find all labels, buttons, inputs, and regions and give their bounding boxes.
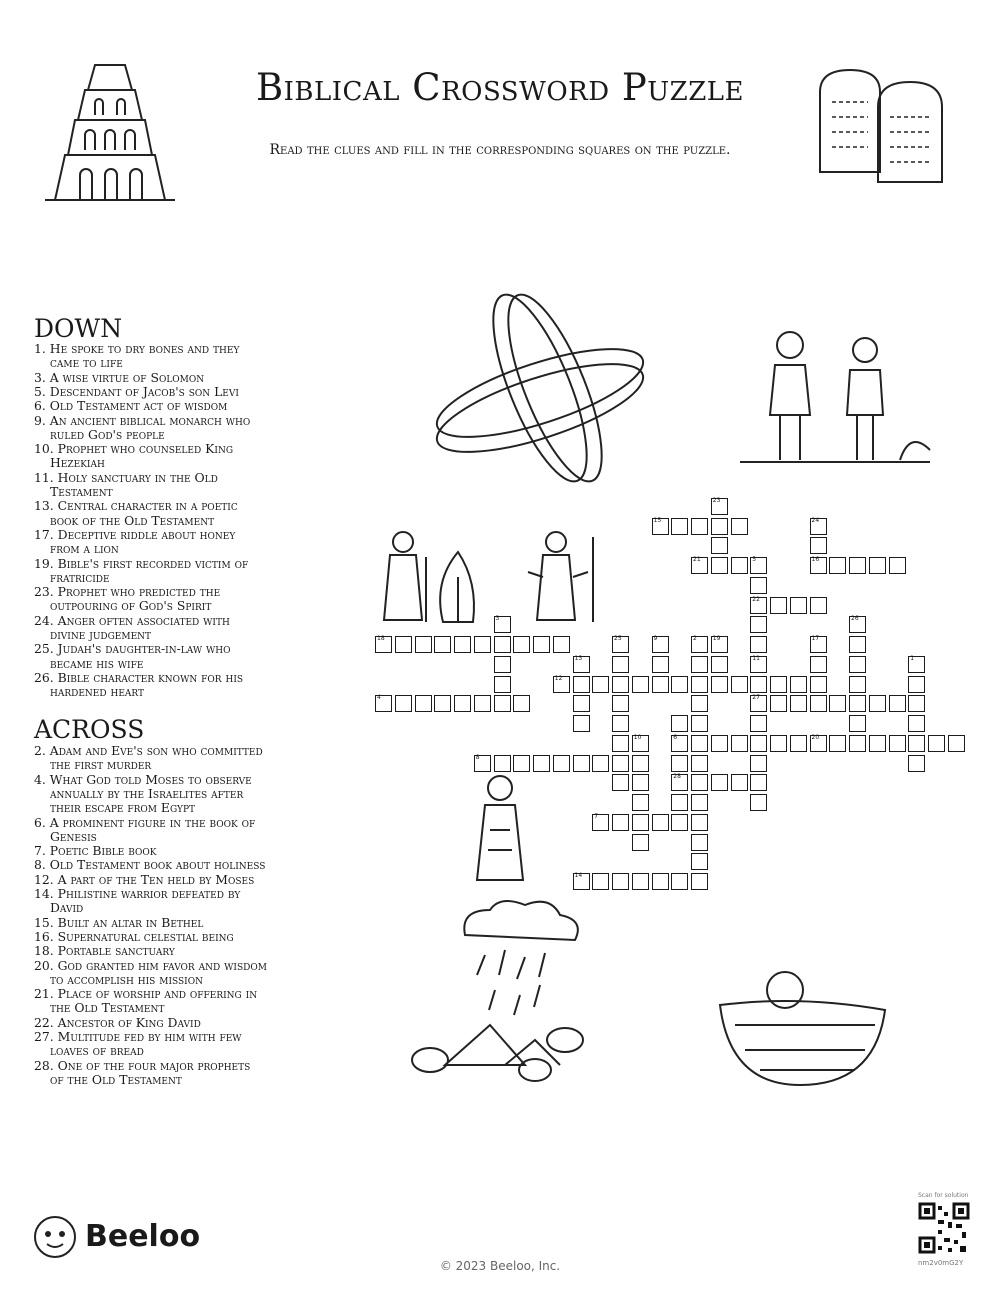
grid-cell[interactable] (711, 518, 728, 535)
grid-cell[interactable] (494, 755, 511, 772)
grid-cell[interactable] (573, 755, 590, 772)
grid-cell[interactable] (849, 735, 866, 752)
grid-cell[interactable] (691, 715, 708, 732)
clue-text: 27. Multitude fed by him with few (34, 1029, 242, 1044)
grid-cell[interactable] (573, 676, 590, 693)
copyright: © 2023 Beeloo, Inc. (439, 1259, 561, 1273)
across-clue (34, 858, 324, 872)
clue-text-continued: David (50, 900, 84, 916)
across-clue (34, 1030, 324, 1059)
clue-text: 7. Poetic Bible book (34, 843, 157, 859)
clue-text-continued: Testament (50, 483, 113, 499)
grid-cell[interactable] (494, 656, 511, 673)
grid-cell[interactable] (711, 676, 728, 693)
across-clue (34, 816, 324, 845)
across-clue (34, 773, 324, 816)
grid-cell[interactable] (750, 735, 767, 752)
clue-text: 10. Prophet who counseled King (34, 441, 234, 457)
grid-cell[interactable] (810, 695, 827, 712)
clue-text: 16. Supernatural celestial being (34, 928, 234, 944)
ten-commandments-tablets-illustration (810, 62, 960, 187)
grid-cell[interactable] (750, 715, 767, 732)
across-clue (34, 944, 324, 958)
clue-text-continued: fratricide (50, 569, 110, 585)
clue-text: 22. Ancestor of King David (34, 1014, 201, 1030)
grid-cell[interactable] (395, 695, 412, 712)
across-clue (34, 959, 324, 988)
grid-cell[interactable] (395, 636, 412, 653)
down-clue (34, 614, 324, 643)
across-clue (34, 1016, 324, 1030)
grid-cell[interactable] (671, 755, 688, 772)
grid-cell[interactable] (731, 557, 748, 574)
grid-cell[interactable] (849, 695, 866, 712)
across-clue (34, 987, 324, 1016)
grid-cell[interactable] (928, 735, 945, 752)
grid-cell[interactable] (869, 557, 886, 574)
cell-number: 3 (495, 615, 500, 623)
clue-text: 25. Judah's daughter-in-law who (34, 641, 231, 657)
cell-number: 9 (653, 635, 658, 642)
clue-text-continued: loaves of bread (50, 1043, 144, 1059)
grid-cell[interactable] (908, 735, 925, 752)
down-clue (34, 642, 324, 671)
grid-cell[interactable] (770, 676, 787, 693)
grid-cell[interactable] (829, 735, 846, 752)
down-clue (34, 528, 324, 557)
grid-cell[interactable] (691, 853, 708, 870)
grid-cell[interactable] (869, 695, 886, 712)
down-clue (34, 371, 324, 385)
grid-cell[interactable] (691, 676, 708, 693)
cell-number: 20 (811, 733, 820, 741)
grid-cell[interactable] (691, 735, 708, 752)
clue-text-continued: divine judgement (50, 626, 152, 642)
clue-text: 15. Built an altar in Bethel (34, 914, 204, 930)
clue-text-continued: came to life (50, 355, 123, 371)
cell-number: 21 (693, 556, 701, 563)
tower-of-babel-illustration (40, 55, 180, 205)
grid-cell[interactable] (711, 656, 728, 673)
cell-number: 22 (752, 595, 760, 603)
clue-text: 26. Bible character known for his (34, 669, 244, 685)
grid-cell[interactable] (494, 695, 511, 712)
grid-cell[interactable] (889, 735, 906, 752)
grid-cell[interactable] (691, 873, 708, 890)
clue-text: 5. Descendant of Jacob's son Levi (34, 383, 239, 399)
grid-cell[interactable] (849, 656, 866, 673)
grid-cell[interactable] (711, 735, 728, 752)
grid-cell[interactable] (750, 636, 767, 653)
grid-cell[interactable] (810, 597, 827, 614)
moses-burning-bush-illustration (378, 527, 618, 627)
grid-cell[interactable] (474, 695, 491, 712)
grid-cell[interactable] (908, 755, 925, 772)
clue-text-continued: ruled God's people (50, 426, 165, 442)
grid-cell[interactable] (849, 676, 866, 693)
clue-text: 3. A wise virtue of Solomon (34, 369, 205, 385)
clue-text: 21. Place of worship and offering in (34, 986, 258, 1002)
grid-cell[interactable] (652, 676, 669, 693)
grid-cell[interactable] (632, 676, 649, 693)
grid-cell[interactable] (533, 636, 550, 653)
cell-number: 23 (712, 496, 721, 504)
grid-cell[interactable] (434, 695, 451, 712)
grid-cell[interactable] (691, 518, 708, 535)
qr-code-id: nm2v0mG2Y (918, 1259, 964, 1267)
across-clue (34, 844, 324, 858)
grid-cell[interactable] (415, 695, 432, 712)
clue-text-continued: their escape from Egypt (50, 800, 196, 816)
grid-cell[interactable] (731, 676, 748, 693)
clue-text-continued: the Old Testament (50, 1000, 165, 1016)
clue-text-continued: the first murder (50, 757, 152, 773)
cell-number: 14 (574, 872, 583, 879)
grid-cell[interactable] (632, 814, 649, 831)
clue-text: 8. Old Testament book about holiness (34, 857, 266, 873)
grid-cell[interactable] (908, 715, 925, 732)
grid-cell[interactable] (553, 755, 570, 772)
grid-cell[interactable] (434, 636, 451, 653)
grid-cell[interactable] (691, 695, 708, 712)
clue-text: 1. He spoke to dry bones and they (34, 341, 240, 356)
clue-text: 17. Deceptive riddle about honey (34, 526, 236, 542)
across-clue (34, 873, 324, 887)
down-clue (34, 471, 324, 500)
adam-and-eve-illustration (735, 320, 935, 470)
down-heading: DOWN (34, 314, 123, 343)
grid-cell[interactable] (652, 814, 669, 831)
grid-cell[interactable] (810, 537, 827, 554)
grid-cell[interactable] (592, 873, 609, 890)
clue-text-continued: annually by the Israelites after (50, 785, 244, 801)
clue-text-continued: became his wife (50, 655, 144, 671)
grid-cell[interactable] (513, 755, 530, 772)
grid-cell[interactable] (474, 636, 491, 653)
grid-cell[interactable] (770, 597, 787, 614)
grid-cell[interactable] (632, 755, 649, 772)
clue-text-continued: hardened heart (50, 684, 145, 700)
clue-text-continued: of the Old Testament (50, 1071, 182, 1087)
grid-cell[interactable] (494, 676, 511, 693)
grid-cell[interactable] (829, 557, 846, 574)
cell-number: 13 (574, 654, 583, 662)
grid-cell[interactable] (711, 557, 728, 574)
grid-cell[interactable] (612, 695, 629, 712)
grid-cell[interactable] (533, 755, 550, 772)
grid-cell[interactable] (731, 774, 748, 791)
cell-number: 4 (377, 694, 381, 702)
grid-cell[interactable] (750, 577, 767, 594)
grid-cell[interactable] (612, 814, 629, 831)
clue-text: 28. One of the four major prophets (34, 1057, 251, 1073)
clue-text: 2. Adam and Eve's son who committed (34, 743, 263, 758)
grid-cell[interactable] (652, 656, 669, 673)
grid-cell[interactable] (592, 755, 609, 772)
grid-cell[interactable] (750, 794, 767, 811)
down-clue (34, 342, 324, 371)
page-title: Biblical Crossword Puzzle (255, 66, 745, 109)
grid-cell[interactable] (612, 656, 629, 673)
clue-text: 4. What God told Moses to observe (34, 771, 252, 787)
clue-text: 23. Prophet who predicted the (34, 584, 221, 600)
grid-cell[interactable] (612, 873, 629, 890)
grid-cell[interactable] (632, 834, 649, 851)
grid-cell[interactable] (671, 814, 688, 831)
grid-cell[interactable] (908, 676, 925, 693)
down-clue (34, 499, 324, 528)
cell-number: 17 (811, 635, 820, 642)
cell-number: 27 (752, 694, 760, 702)
down-clue (34, 399, 324, 413)
clue-text: 19. Bible's first recorded victim of (34, 555, 249, 571)
grid-cell[interactable] (869, 735, 886, 752)
cell-number: 26 (851, 615, 859, 623)
grid-cell[interactable] (731, 735, 748, 752)
across-clue (34, 930, 324, 944)
grid-cell[interactable] (671, 873, 688, 890)
cell-number: 28 (673, 773, 681, 781)
beeloo-logo-icon (33, 1215, 77, 1259)
across-clue (34, 744, 324, 773)
cell-number: 11 (752, 654, 760, 662)
grid-cell[interactable] (731, 518, 748, 535)
brand-name: Beeloo (85, 1219, 201, 1254)
grid-cell[interactable] (632, 873, 649, 890)
grid-cell[interactable] (790, 735, 807, 752)
down-clue (34, 414, 324, 443)
across-clue (34, 916, 324, 930)
clue-text: 6. Old Testament act of wisdom (34, 398, 228, 414)
urim-thummim-rings-illustration (425, 278, 655, 498)
grid-cell[interactable] (671, 676, 688, 693)
grid-cell[interactable] (829, 695, 846, 712)
grid-cell[interactable] (790, 676, 807, 693)
grid-cell[interactable] (711, 774, 728, 791)
grid-cell[interactable] (612, 755, 629, 772)
grid-cell[interactable] (612, 676, 629, 693)
grid-cell[interactable] (711, 537, 728, 554)
instructions: Read the clues and fill in the corresponding squares on the puzzle. (269, 142, 731, 158)
clue-text-continued: to accomplish his mission (50, 971, 203, 987)
grid-cell[interactable] (849, 636, 866, 653)
grid-cell[interactable] (770, 695, 787, 712)
grid-cell[interactable] (671, 715, 688, 732)
cell-number: 25 (614, 635, 622, 642)
grid-cell[interactable] (415, 636, 432, 653)
grid-cell[interactable] (908, 695, 925, 712)
clue-text-continued: book of the Old Testament (50, 512, 215, 528)
grid-cell[interactable] (652, 873, 669, 890)
grid-cell[interactable] (750, 616, 767, 633)
clue-text: 14. Philistine warrior defeated by (34, 886, 241, 901)
cell-number: 8 (475, 753, 480, 761)
grid-cell[interactable] (691, 814, 708, 831)
grid-cell[interactable] (750, 676, 767, 693)
grid-cell[interactable] (691, 755, 708, 772)
across-clue (34, 1059, 324, 1088)
down-clue (34, 442, 324, 471)
clue-text: 11. Holy sanctuary in the Old (34, 469, 218, 485)
clue-text-continued: from a lion (50, 541, 119, 557)
grid-cell[interactable] (810, 656, 827, 673)
clue-text: 20. God granted him favor and wisdom (34, 957, 267, 973)
grid-cell[interactable] (849, 557, 866, 574)
grid-cell[interactable] (889, 695, 906, 712)
grid-cell[interactable] (612, 735, 629, 752)
cell-number: 10 (633, 733, 642, 741)
cell-number: 1 (910, 654, 915, 662)
clue-text: 18. Portable sanctuary (34, 943, 175, 959)
cell-number: 5 (752, 556, 757, 563)
grid-cell[interactable] (849, 715, 866, 732)
down-clue (34, 557, 324, 586)
grid-cell[interactable] (513, 636, 530, 653)
clue-text: 9. An ancient biblical monarch who (34, 412, 251, 428)
grid-cell[interactable] (810, 676, 827, 693)
grid-cell[interactable] (691, 656, 708, 673)
cell-number: 2 (693, 635, 697, 642)
cell-number: 24 (811, 516, 820, 524)
cell-number: 19 (712, 635, 721, 642)
qr-caption: Scan for solution (918, 1192, 969, 1199)
clue-text: 24. Anger often associated with (34, 612, 230, 628)
clue-text: 13. Central character in a poetic (34, 498, 238, 514)
cell-number: 16 (811, 556, 820, 563)
grid-cell[interactable] (770, 735, 787, 752)
grid-cell[interactable] (750, 774, 767, 791)
cell-number: 6 (673, 733, 678, 741)
grid-cell[interactable] (948, 735, 965, 752)
grid-cell[interactable] (790, 597, 807, 614)
cell-number: 18 (377, 635, 385, 642)
grid-cell[interactable] (454, 695, 471, 712)
qr-code-icon[interactable] (918, 1202, 970, 1254)
grid-cell[interactable] (790, 695, 807, 712)
grid-cell[interactable] (671, 794, 688, 811)
across-clue (34, 887, 324, 916)
clue-text: 12. A part of the Ten held by Moses (34, 871, 255, 887)
grid-cell[interactable] (592, 676, 609, 693)
grid-cell[interactable] (454, 636, 471, 653)
clue-text-continued: Genesis (50, 828, 97, 844)
down-clue (34, 671, 324, 700)
clue-text-continued: outpouring of God's Spirit (50, 598, 212, 614)
grid-cell[interactable] (573, 695, 590, 712)
down-clue (34, 585, 324, 614)
grid-cell[interactable] (553, 636, 570, 653)
grid-cell[interactable] (632, 794, 649, 811)
baby-moses-basket-illustration (715, 955, 890, 1095)
grid-cell[interactable] (612, 774, 629, 791)
down-clue (34, 385, 324, 399)
cell-number: 15 (653, 516, 662, 524)
cell-number: 12 (554, 674, 563, 682)
grid-cell[interactable] (691, 794, 708, 811)
grid-cell[interactable] (612, 715, 629, 732)
grid-cell[interactable] (750, 755, 767, 772)
plagues-of-egypt-illustration (405, 895, 630, 1090)
grid-cell[interactable] (691, 774, 708, 791)
grid-cell[interactable] (889, 557, 906, 574)
cell-number: 7 (594, 812, 599, 820)
biblical-woman-illustration (470, 770, 530, 885)
grid-cell[interactable] (691, 834, 708, 851)
grid-cell[interactable] (513, 695, 530, 712)
clue-text: 6. A prominent figure in the book of (34, 814, 256, 830)
across-heading: ACROSS (34, 715, 145, 744)
grid-cell[interactable] (632, 774, 649, 791)
grid-cell[interactable] (671, 518, 688, 535)
grid-cell[interactable] (494, 636, 511, 653)
clue-text-continued: Hezekiah (50, 455, 105, 471)
grid-cell[interactable] (573, 715, 590, 732)
